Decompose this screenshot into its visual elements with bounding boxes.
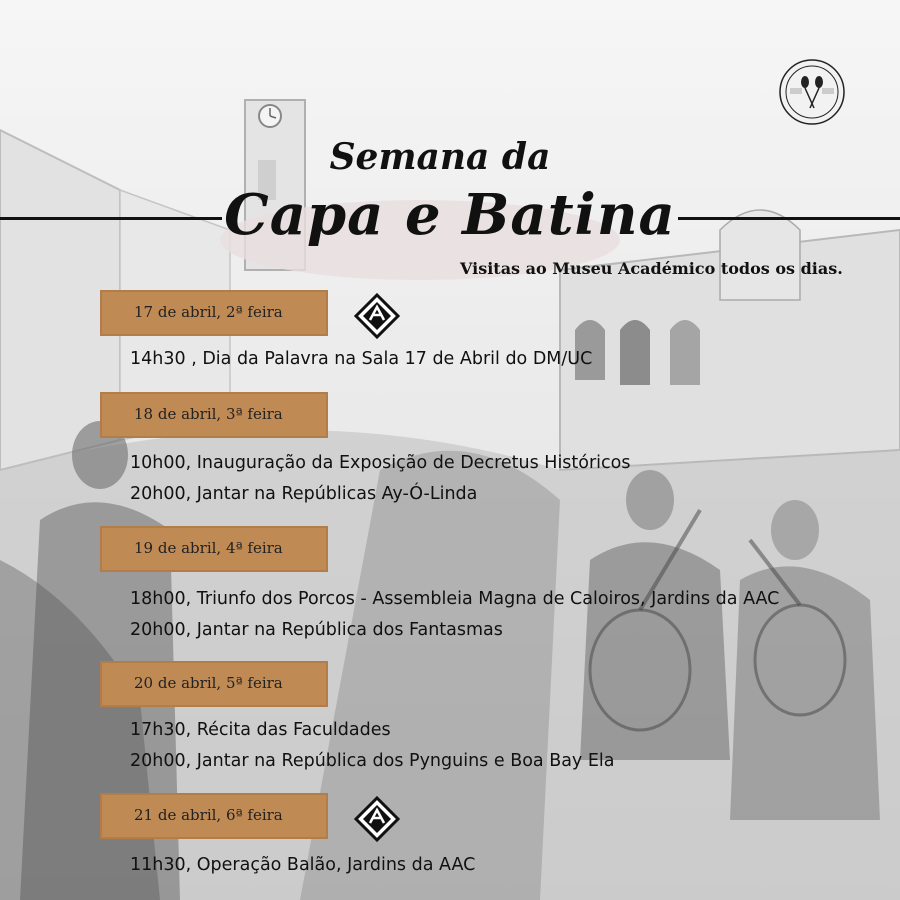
event-item: 20h00, Jantar na República dos Fantasmas bbox=[130, 620, 503, 640]
day-label: 18 de abril, 3ª feira bbox=[134, 405, 283, 423]
event-item: 14h30 , Dia da Palavra na Sala 17 de Abril do DM/UC bbox=[130, 349, 593, 369]
day-label: 17 de abril, 2ª feira bbox=[134, 303, 283, 321]
event-item: 17h30, Récita das Faculdades bbox=[130, 720, 391, 740]
day-label: 20 de abril, 5ª feira bbox=[134, 674, 283, 692]
day-tag bbox=[100, 793, 328, 839]
event-item: 20h00, Jantar na República dos Pynguins e Boa Bay Ela bbox=[130, 751, 615, 771]
day-tag bbox=[100, 290, 328, 336]
museum-visits-subtitle: Visitas ao Museu Académico todos os dias. bbox=[460, 259, 843, 278]
day-label: 19 de abril, 4ª feira bbox=[134, 539, 283, 557]
event-item: 18h00, Triunfo dos Porcos - Assembleia Magna de Caloiros, Jardins da AAC bbox=[130, 589, 780, 609]
title-line-2: Capa e Batina bbox=[224, 182, 676, 248]
event-item: 20h00, Jantar na Repúblicas Ay-Ó-Linda bbox=[130, 484, 478, 504]
title-line-1: Semana da bbox=[329, 136, 551, 178]
event-item: 10h00, Inauguração da Exposição de Decretus Históricos bbox=[130, 453, 631, 473]
day-tag bbox=[100, 392, 328, 438]
day-label: 21 de abril, 6ª feira bbox=[134, 806, 283, 824]
day-tag bbox=[100, 661, 328, 707]
aac-emblem-icon bbox=[354, 293, 400, 339]
event-item: 11h30, Operação Balão, Jardins da AAC bbox=[130, 855, 476, 875]
day-tag bbox=[100, 526, 328, 572]
academic-seal-logo bbox=[778, 58, 846, 126]
aac-emblem-icon bbox=[354, 796, 400, 842]
